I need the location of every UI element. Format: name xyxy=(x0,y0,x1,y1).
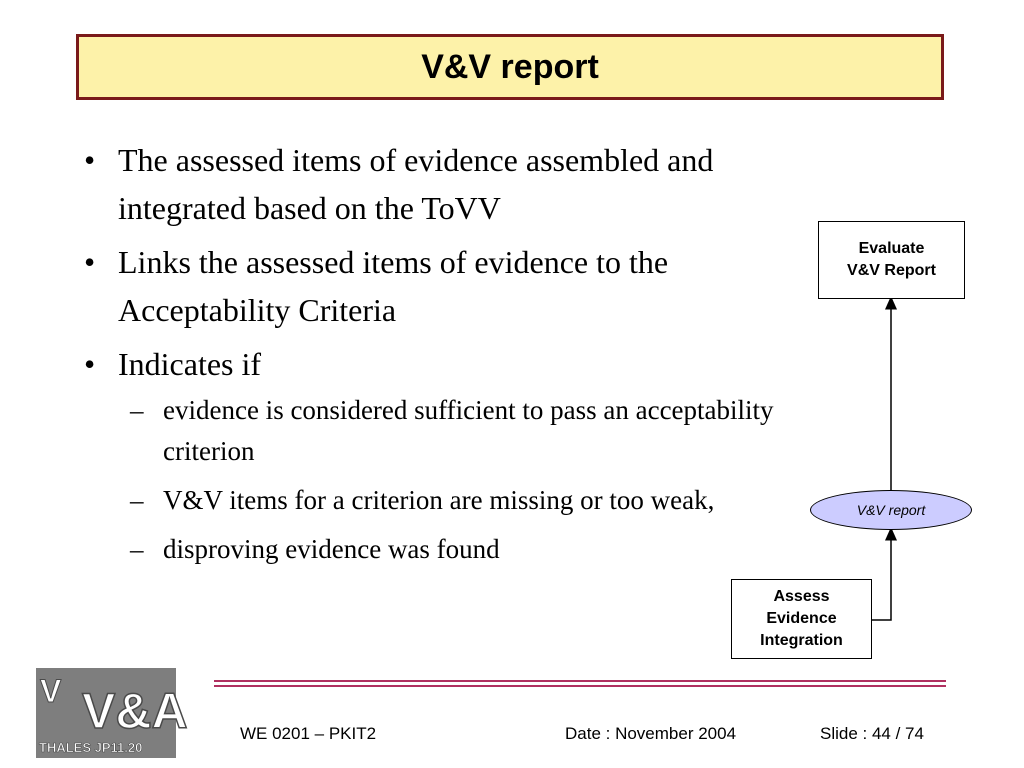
bullet-text: Links the assessed items of evidence to the Acceptability Criteria xyxy=(118,244,669,328)
footer-course: WE 0201 – PKIT2 xyxy=(240,724,377,743)
logo-text-main: V&A xyxy=(82,683,188,739)
evaluate-box xyxy=(818,221,965,299)
bullet-list xyxy=(84,136,774,570)
footer-slide-number: Slide : 44 / 74 xyxy=(820,724,924,743)
bullet-item xyxy=(84,136,774,232)
footer-rule-bottom xyxy=(214,685,946,687)
footer-date: Date : November 2004 xyxy=(565,724,737,743)
sub-bullet-text: disproving evidence was found xyxy=(163,534,500,564)
sub-bullet-item xyxy=(84,390,774,472)
flow-arrow-to-oval xyxy=(872,533,891,620)
footer-rule-top xyxy=(214,680,946,682)
evaluate-line-1: Evaluate xyxy=(858,240,925,257)
bullet-text: The assessed items of evidence assembled and integrated based on the ToVV xyxy=(118,142,714,226)
assess-line-2: Evidence xyxy=(766,610,837,627)
dash-glyph: – xyxy=(130,534,144,564)
evaluate-line-2: V&V Report xyxy=(847,262,936,279)
logo-text-v: V xyxy=(40,673,62,709)
thales-logo xyxy=(36,668,188,758)
assess-line-3: Integration xyxy=(760,632,843,649)
vv-report-oval xyxy=(810,490,972,530)
bullet-glyph: • xyxy=(84,244,96,280)
bullet-glyph: • xyxy=(84,346,96,382)
bullet-glyph: • xyxy=(84,142,96,178)
bullet-text: Indicates if xyxy=(118,346,262,382)
dash-glyph: – xyxy=(130,395,144,425)
bullet-item xyxy=(84,340,774,388)
sub-bullet-item xyxy=(84,529,774,570)
dash-glyph: – xyxy=(130,485,144,515)
logo-caption: THALES JP11.20 xyxy=(39,740,143,755)
assess-box xyxy=(731,579,872,659)
sub-bullet-text: evidence is considered sufficient to pass an acceptability criterion xyxy=(163,395,774,466)
bullet-item xyxy=(84,238,774,334)
oval-label: V&V report xyxy=(856,502,926,518)
sub-bullet-text: V&V items for a criterion are missing or too weak, xyxy=(163,485,715,515)
assess-line-1: Assess xyxy=(773,588,830,605)
slide-title: V&V report xyxy=(421,47,599,86)
title-box xyxy=(76,34,944,100)
sub-bullet-item xyxy=(84,480,733,521)
